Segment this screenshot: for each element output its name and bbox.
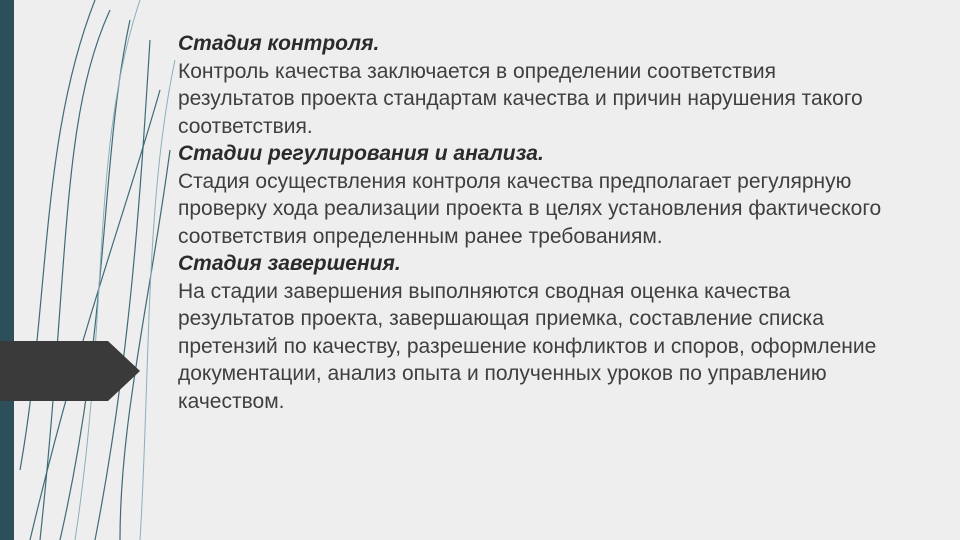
slide-content <box>178 30 898 415</box>
decor-curve <box>60 20 130 540</box>
section-stage-control <box>178 30 898 140</box>
decor-curve <box>95 40 150 540</box>
decor-curve <box>120 150 170 540</box>
section-text: Контроль качества заключается в определении соответствия результатов проекта стандартам качества и причин нарушения такого соответствия. <box>178 59 863 138</box>
section-heading: Стадии регулирования и анализа. <box>178 142 544 165</box>
decor-curve <box>140 60 175 540</box>
section-stage-regulation <box>178 140 898 250</box>
section-stage-completion <box>178 250 898 415</box>
decor-curve <box>30 90 160 540</box>
section-text: Стадия осуществления контроля качества предполагает регулярную проверку хода реализации проекта в целях установления фактического соответствия определенным ранее требованиям. <box>178 169 882 248</box>
section-text: На стадии завершения выполняются сводная оценка качества результатов проекта, завершающая приемка, составление списка претензий по качеству, разрешение конфликтов и споров, оформление документации, анализ опыта и полученных уроков по управлению качеством. <box>178 279 877 413</box>
section-heading: Стадия контроля. <box>178 32 380 55</box>
section-heading: Стадия завершения. <box>178 252 401 275</box>
decor-curve <box>75 0 140 540</box>
